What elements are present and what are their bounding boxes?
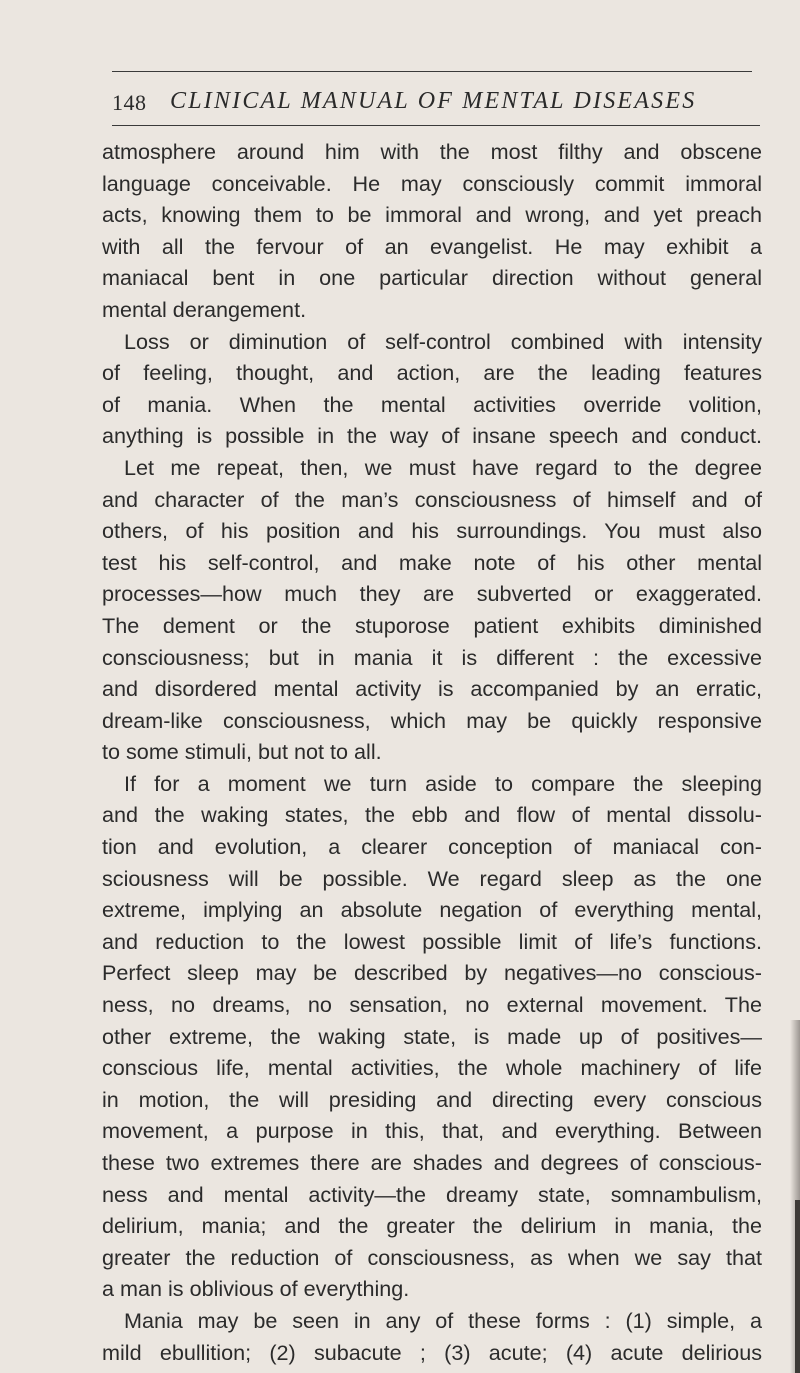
- text-line: mild ebullition; (2) subacute ; (3) acute; (4) acute delirious: [102, 1339, 762, 1365]
- header-rule-bottom: [112, 125, 760, 126]
- page-header: [112, 86, 760, 116]
- text-line: delirium, mania; and the greater the delirium in mania, the: [102, 1213, 762, 1239]
- text-line: and reduction to the lowest possible limit of life’s functions.: [102, 928, 762, 954]
- text-line: conscious life, mental activities, the whole machinery of life: [102, 1055, 762, 1081]
- text-line: consciousness; but in mania it is different : the excessive: [102, 644, 762, 670]
- text-line: greater the reduction of consciousness, as when we say that: [102, 1244, 762, 1270]
- text-line: acts, knowing them to be immoral and wrong, and yet preach: [102, 202, 762, 228]
- text-line: dream-like consciousness, which may be quickly responsive: [102, 707, 762, 733]
- header-rule-top: [112, 71, 752, 72]
- page-edge-binding: [795, 1200, 800, 1373]
- text-line: and disordered mental activity is accompanied by an erratic,: [102, 676, 762, 702]
- text-line: mental derangement.: [102, 296, 307, 322]
- text-line: Perfect sleep may be described by negatives—no conscious-: [102, 960, 762, 986]
- text-line: ness, no dreams, no sensation, no external movement. The: [102, 992, 762, 1018]
- text-line: a man is oblivious of everything.: [102, 1276, 410, 1302]
- text-line: in motion, the will presiding and directing every conscious: [102, 1086, 762, 1112]
- text-line: movement, a purpose in this, that, and everything. Between: [102, 1118, 762, 1144]
- text-line: Let me repeat, then, we must have regard to the degree: [124, 454, 762, 480]
- text-line: extreme, implying an absolute negation of everything mental,: [102, 897, 762, 923]
- body-text: [102, 136, 762, 1368]
- text-line: atmosphere around him with the most filthy and obscene: [102, 139, 762, 164]
- text-line: tion and evolution, a clearer conception of maniacal con-: [102, 834, 762, 860]
- text-line: sciousness will be possible. We regard sleep as the one: [102, 865, 762, 891]
- text-line: to some stimuli, but not to all.: [102, 739, 382, 765]
- text-line: and the waking states, the ebb and flow of mental dissolu-: [102, 802, 762, 828]
- text-line: maniacal bent in one particular direction without general: [102, 265, 762, 291]
- text-line: of feeling, thought, and action, are the leading features: [102, 360, 762, 386]
- text-line: test his self-control, and make note of his other mental: [102, 549, 762, 575]
- text-line: processes—how much they are subverted or exaggerated.: [102, 581, 762, 607]
- text-line: these two extremes there are shades and degrees of conscious-: [102, 1150, 762, 1175]
- text-line: ness and mental activity—the dreamy state, somnambulism,: [102, 1181, 762, 1207]
- text-line: language conceivable. He may consciously commit immoral: [102, 170, 762, 196]
- text-line: The dement or the stuporose patient exhibits diminished: [102, 612, 762, 638]
- text-line: and character of the man’s consciousness of himself and of: [102, 486, 762, 512]
- text-line: of mania. When the mental activities override volition,: [102, 391, 762, 417]
- text-line: If for a moment we turn aside to compare the sleeping: [124, 770, 762, 796]
- text-line: Mania may be seen in any of these forms : (1) simple, a: [124, 1307, 762, 1333]
- running-title: CLINICAL MANUAL OF MENTAL DISEASES: [170, 88, 697, 114]
- page-number: 148: [112, 90, 147, 115]
- text-line: anything is possible in the way of insane speech and conduct.: [102, 423, 762, 449]
- text-line: others, of his position and his surroundings. You must also: [102, 518, 762, 544]
- text-line: other extreme, the waking state, is made up of positives—: [102, 1023, 762, 1049]
- text-line: Loss or diminution of self-control combined with intensity: [124, 328, 762, 354]
- text-line: with all the fervour of an evangelist. He may exhibit a: [102, 233, 762, 259]
